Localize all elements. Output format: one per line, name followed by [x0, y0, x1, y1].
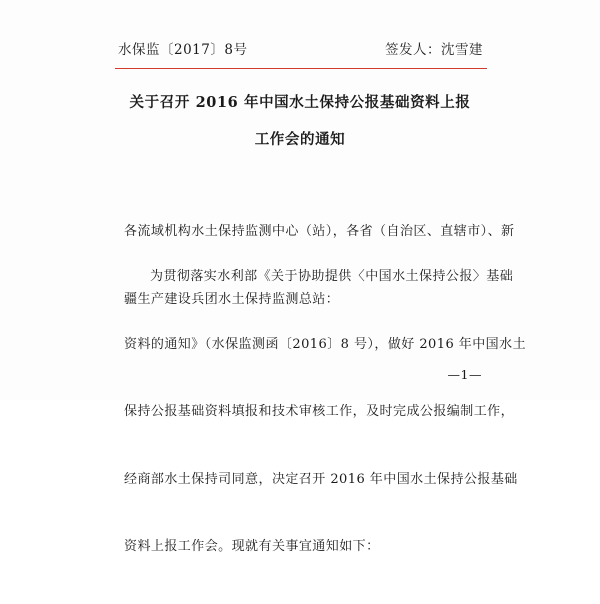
paragraph-line-5: 资料上报工作会。现就有关事宜通知如下： — [124, 539, 380, 554]
paragraph-line-3: 保持公报基础资料填报和技术审核工作，及时完成公报编制工作， — [124, 404, 515, 419]
paragraph-line-1: 为贯彻落实水利部《关于协助提供〈中国水土保持公报〉基础 — [150, 269, 514, 284]
header-divider — [115, 68, 487, 69]
page-number: —1— — [447, 367, 482, 382]
document-title-line-1: 关于召开 2016 年中国水土保持公报基础资料上报 — [129, 94, 471, 111]
paragraph-line-2: 资料的通知》（水保监测函〔2016〕8 号），做好 2016 年中国水土 — [124, 336, 527, 352]
salutation-line-1: 各流域机构水土保持监测中心（站），各省（自治区、直辖市）、新 — [124, 224, 515, 239]
document-title-line-2: 工作会的通知 — [254, 131, 346, 148]
document-header — [118, 38, 483, 60]
salutation-line-2: 疆生产建设兵团水土保持监测总站： — [124, 291, 340, 307]
body-paragraph — [124, 221, 527, 604]
signer: 签发人：沈雪建 — [385, 42, 483, 58]
paragraph-line-4: 经商部水土保持司同意，决定召开 2016 年中国水土保持公报基础 — [124, 471, 518, 487]
document-number: 水保监〔2017〕8号 — [118, 42, 248, 58]
